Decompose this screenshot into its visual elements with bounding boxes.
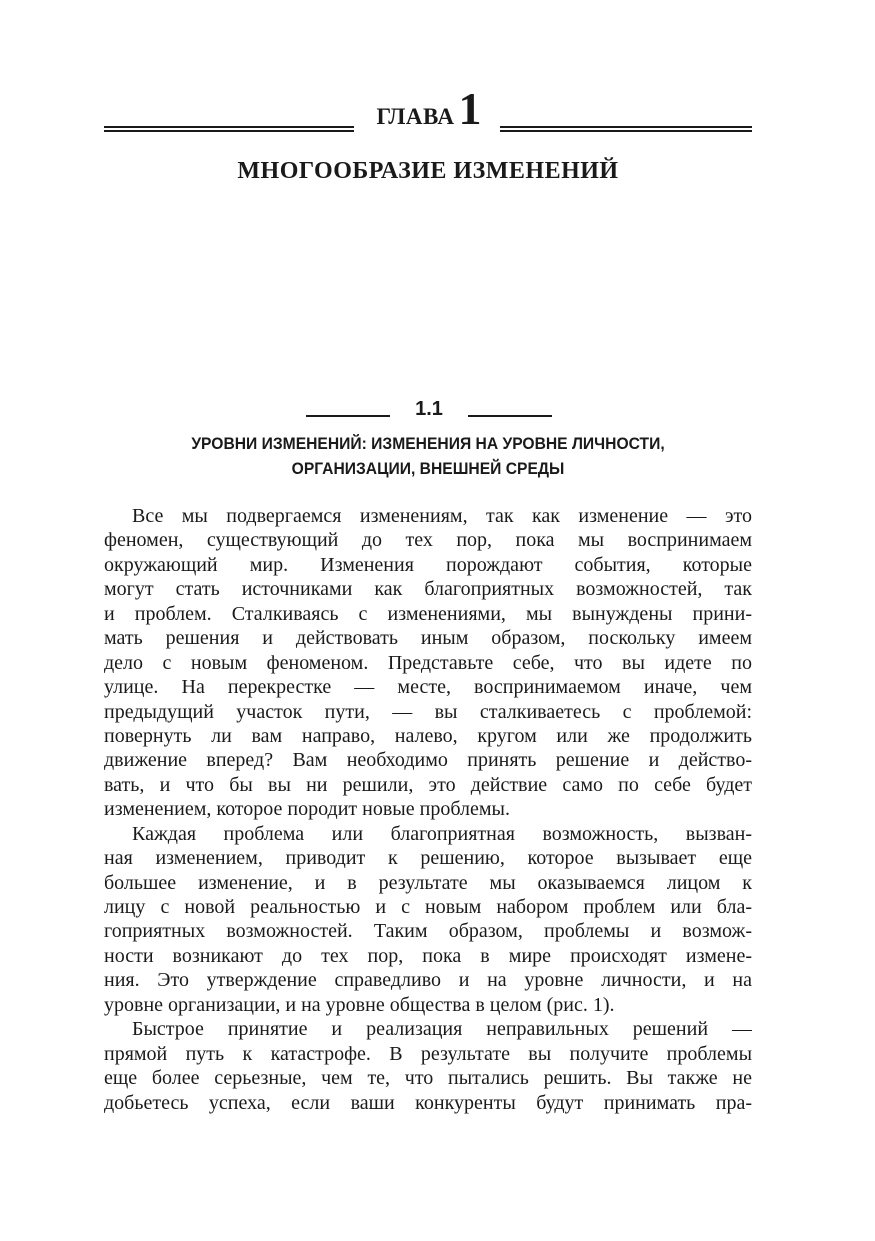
text-line: окружающий мир. Изменения порождают события, которые [104,553,752,576]
text-line: движение вперед? Вам необходимо принять решение и действо- [104,749,752,772]
chapter-label [369,83,489,134]
text-line: Все мы подвергаемся изменениям, так как изменение — это [132,505,752,527]
section-number: 1.1 [415,398,443,420]
text-line: улице. На перекрестке — месте, воспринимаемом иначе, чем [104,676,752,699]
chapter-header [104,83,752,138]
text-line: гоприятных возможностей. Таким образом, проблемы и возмож- [104,920,752,943]
section-title [130,431,726,481]
text-line: вать, и что бы вы ни решили, это действие само по себе будет [104,773,752,796]
section-rule-left [306,415,390,417]
text-line: дело с новым феноменом. Представьте себе, что вы идете по [104,651,752,674]
text-line: уровне организации, и на уровне общества в целом (рис. 1). [104,993,615,1016]
text-line: Быстрое принятие и реализация неправильных решений — [132,1018,752,1041]
text-line: мать решения и действовать иным образом, поскольку имеем [104,627,752,650]
text-line: еще более серьезные, чем те, что пытались решить. Вы также не [104,1067,752,1090]
text-line: добьетесь успеха, если ваши конкуренты будут принимать пра- [104,1091,752,1114]
text-line: ная изменением, приводит к решению, которое вызывает еще [104,847,752,870]
text-line: лицу с новой реальностью и с новым набором проблем или бла- [104,896,752,918]
text-line: ния. Это утверждение справедливо и на уровне личности, и на [104,969,752,992]
text-line: Каждая проблема или благоприятная возможность, вызван- [132,822,752,845]
text-line: и проблем. Сталкиваясь с изменениями, мы вынуждены прини- [104,602,752,625]
chapter-rule-left [104,126,354,132]
section-number-row [104,398,752,424]
text-line: большее изменение, и в результате мы оказываемся лицом к [104,871,752,894]
chapter-word: ГЛАВА [376,104,455,129]
text-line: ности возникают до тех пор, пока в мире происходят измене- [104,944,752,967]
chapter-title: МНОГООБРАЗИЕ ИЗМЕНЕНИЙ [237,158,619,184]
text-line: повернуть ли вам направо, налево, кругом или же продолжить [104,724,752,747]
text-line: предыдущий участок пути, — вы сталкиваетесь с проблемой: [104,700,752,723]
text-line: могут стать источниками как благоприятных возможностей, так [104,578,752,601]
chapter-rule-right [500,126,752,132]
section-title-line: ОРГАНИЗАЦИИ, ВНЕШНЕЙ СРЕДЫ [291,459,565,478]
chapter-number: 1 [458,83,482,134]
body-text [104,504,752,1115]
text-line: феномен, существующий до тех пор, пока мы воспринимаем [104,529,752,552]
section-rule-right [468,415,552,417]
section-title-line: УРОВНИ ИЗМЕНЕНИЙ: ИЗМЕНЕНИЯ НА УРОВНЕ ЛИЧНОСТИ, [191,434,665,453]
text-line: изменением, которое породит новые проблемы. [104,798,510,821]
text-line: прямой путь к катастрофе. В результате вы получите проблемы [104,1042,752,1065]
